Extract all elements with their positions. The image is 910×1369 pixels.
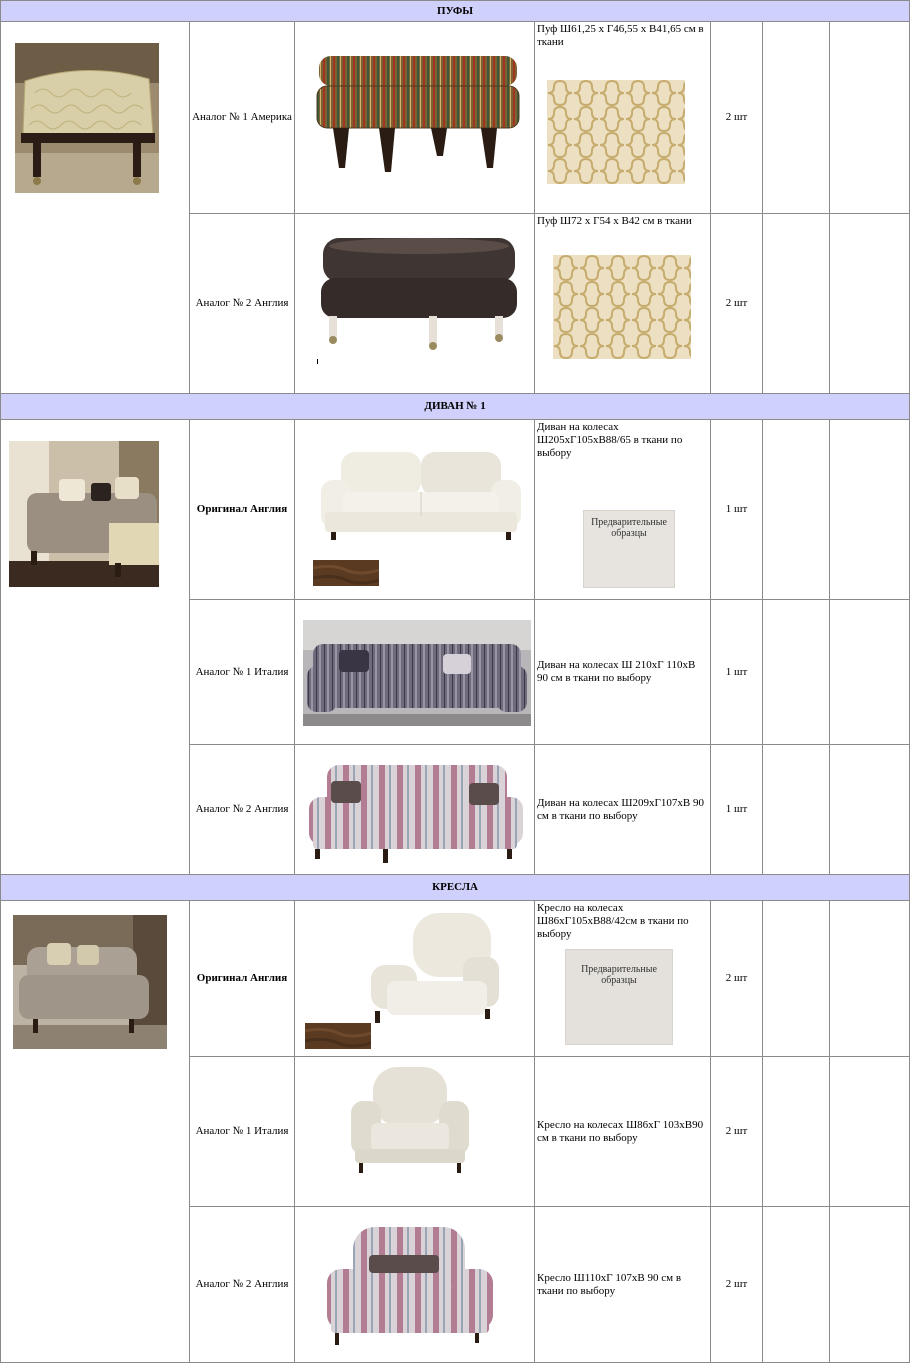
product-description-cell bbox=[535, 420, 711, 600]
pink-striped-sofa-image bbox=[307, 761, 523, 865]
sample-label: Предварительные образцы bbox=[581, 964, 657, 986]
product-description: Диван на колесах Ш209хГ107хВ 90 см в ткани по выбору bbox=[537, 796, 704, 822]
sample-label: Предварительные образцы bbox=[591, 517, 667, 539]
row-label: Оригинал Англия bbox=[190, 420, 295, 600]
quantity: 1 шт bbox=[725, 665, 748, 678]
quantity-cell bbox=[711, 745, 763, 875]
row-label: Аналог № 2 Англия bbox=[190, 745, 295, 875]
product-description-cell bbox=[535, 901, 711, 1057]
product-image-cell bbox=[295, 420, 535, 600]
empty-cell bbox=[830, 1207, 910, 1363]
section-title: ПУФЫ bbox=[437, 4, 474, 17]
quantity-cell bbox=[711, 22, 763, 214]
product-description-cell bbox=[535, 600, 711, 745]
wood-finish-swatch bbox=[305, 1023, 371, 1049]
quantity-cell bbox=[711, 600, 763, 745]
section-title: КРЕСЛА bbox=[432, 881, 478, 893]
wood-finish-swatch bbox=[313, 560, 379, 586]
dark-velvet-pouf-image bbox=[319, 232, 519, 362]
product-description: Кресло Ш110хГ 107хВ 90 см в ткани по выбору bbox=[537, 1271, 682, 1297]
empty-cell bbox=[830, 600, 910, 745]
reference-sofa-photo bbox=[9, 441, 159, 587]
row-label: Аналог № 1 Америка bbox=[190, 22, 295, 214]
quantity-cell bbox=[711, 1207, 763, 1363]
stray-mark bbox=[317, 359, 318, 364]
quantity: 2 шт bbox=[725, 972, 748, 984]
product-description: Пуф Ш61,25 х Г46,55 х В41,65 см в ткани bbox=[537, 23, 704, 48]
row-label: Аналог № 1 Италия bbox=[190, 1057, 295, 1207]
empty-cell bbox=[830, 22, 910, 214]
fabric-sample-placeholder bbox=[565, 949, 673, 1045]
empty-cell bbox=[830, 420, 910, 600]
section-header-sofa bbox=[1, 394, 910, 420]
reference-pouf-photo bbox=[15, 43, 159, 193]
product-description: Кресло на колесах Ш86хГ105хВ88/42см в ткани по выбору bbox=[537, 902, 689, 940]
quantity: 2 шт bbox=[725, 1125, 748, 1137]
section-header-poufs bbox=[1, 1, 910, 22]
white-armchair-image bbox=[367, 911, 507, 1029]
empty-cell bbox=[830, 214, 910, 394]
row-label: Оригинал Англия bbox=[190, 901, 295, 1057]
quantity: 2 шт bbox=[725, 111, 748, 123]
product-description: Диван на колесах Ш 210хГ 110хВ 90 см в ткани по выбору bbox=[537, 659, 696, 684]
white-sofa-image bbox=[321, 446, 521, 542]
reference-photo-cell bbox=[1, 420, 190, 875]
quantity: 2 шт bbox=[725, 1278, 748, 1290]
product-image-cell bbox=[295, 1057, 535, 1207]
striped-pouf-image bbox=[313, 50, 523, 178]
empty-cell bbox=[763, 745, 830, 875]
product-description: Кресло на колесах Ш86хГ 103хВ90 см в ткани по выбору bbox=[537, 1118, 704, 1144]
product-description: Диван на колесах Ш205хГ105хВ88/65 в ткани по выбору bbox=[537, 421, 683, 459]
empty-cell bbox=[830, 745, 910, 875]
section-header-armchairs bbox=[1, 875, 910, 901]
empty-cell bbox=[763, 420, 830, 600]
quantity-cell bbox=[711, 214, 763, 394]
product-description-cell bbox=[535, 745, 711, 875]
quantity: 2 шт bbox=[725, 297, 748, 309]
product-description-cell bbox=[535, 214, 711, 394]
quantity: 1 шт bbox=[725, 803, 748, 815]
fabric-swatch-image bbox=[553, 255, 691, 359]
product-image-cell bbox=[295, 600, 535, 745]
quantity-cell bbox=[711, 420, 763, 600]
product-image-cell bbox=[295, 214, 535, 394]
quantity-cell bbox=[711, 901, 763, 1057]
product-image-cell bbox=[295, 22, 535, 214]
product-image-cell bbox=[295, 901, 535, 1057]
row-label: Аналог № 2 Англия bbox=[190, 214, 295, 394]
empty-cell bbox=[763, 1057, 830, 1207]
empty-cell bbox=[763, 1207, 830, 1363]
fabric-sample-placeholder bbox=[583, 510, 675, 588]
empty-cell bbox=[830, 1057, 910, 1207]
reference-armchair-photo bbox=[13, 915, 167, 1049]
row-label: Аналог № 2 Англия bbox=[190, 1207, 295, 1363]
product-description-cell bbox=[535, 22, 711, 214]
fabric-swatch-image bbox=[547, 80, 685, 184]
reference-photo-cell bbox=[1, 22, 190, 394]
empty-cell bbox=[830, 901, 910, 1057]
striped-sofa-photo bbox=[303, 620, 531, 726]
quantity: 1 шт bbox=[725, 503, 748, 515]
empty-cell bbox=[763, 901, 830, 1057]
section-title: ДИВАН № 1 bbox=[424, 400, 486, 412]
empty-cell bbox=[763, 214, 830, 394]
product-image-cell bbox=[295, 1207, 535, 1363]
pink-striped-armchair-image bbox=[325, 1225, 495, 1349]
product-description-cell bbox=[535, 1207, 711, 1363]
reference-photo-cell bbox=[1, 901, 190, 1363]
product-image-cell bbox=[295, 745, 535, 875]
product-description-cell bbox=[535, 1057, 711, 1207]
empty-cell bbox=[763, 600, 830, 745]
quantity-cell bbox=[711, 1057, 763, 1207]
empty-cell bbox=[763, 22, 830, 214]
row-label: Аналог № 1 Италия bbox=[190, 600, 295, 745]
product-description: Пуф Ш72 х Г54 х В42 см в ткани bbox=[537, 215, 692, 227]
cream-armchair-image bbox=[349, 1065, 471, 1177]
